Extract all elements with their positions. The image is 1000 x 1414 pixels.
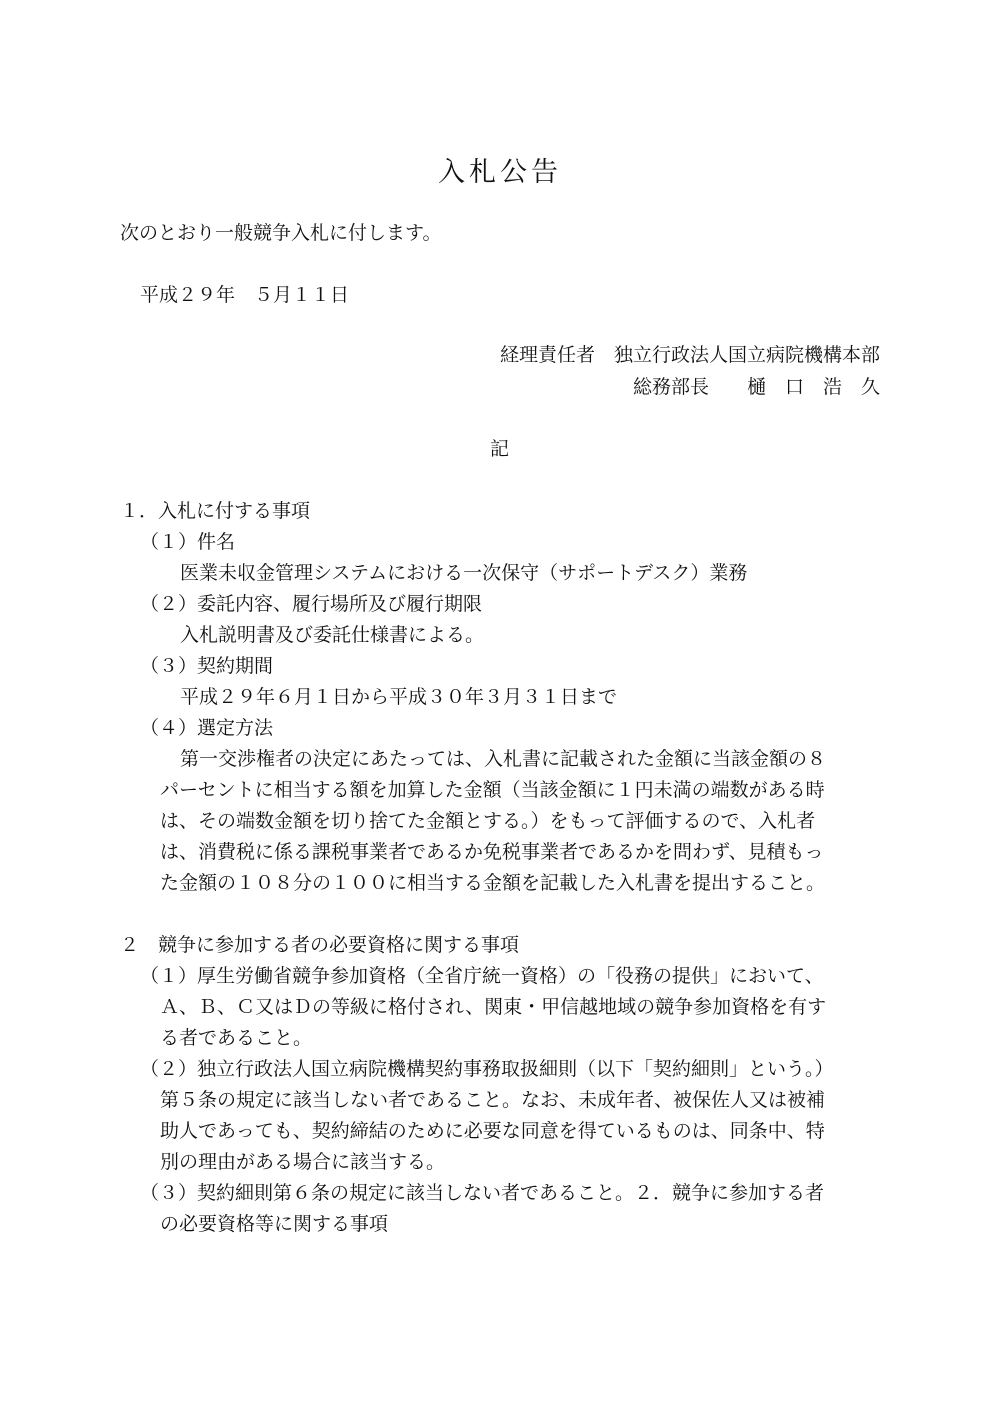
section-1-heading: １．入札に付する事項 [120, 500, 311, 522]
section-1-item-2-text: 入札説明書及び委託仕様書による。 [180, 624, 485, 646]
notice-date: 平成２９年 ５月１１日 [140, 284, 350, 306]
ki-marker: 記 [490, 438, 510, 460]
paragraph-line: 第一交渉権者の決定にあたっては、入札書に記載された金額に当該金額の８ [180, 748, 827, 770]
paragraph-line: （３）契約細則第６条の規定に該当しない者であること。２．競争に参加する者 [140, 1182, 825, 1204]
section-1-item-1-text: 医業未収金管理システムにおける一次保守（サポートデスク）業務 [180, 562, 748, 584]
paragraph-line: る者であること。 [160, 1027, 313, 1049]
issuer-line-2: 総務部長 樋 口 浩 久 [632, 376, 880, 398]
paragraph-line: は、消費税に係る課税事業者であるか免税事業者であるかを問わず、見積もっ [160, 841, 824, 863]
document-title: 入札公告 [438, 157, 562, 188]
intro-text: 次のとおり一般競争入札に付します。 [120, 222, 442, 244]
paragraph-line: パーセントに相当する額を加算した金額（当該金額に１円未満の端数がある時 [160, 779, 825, 801]
section-1-item-4-label: （４）選定方法 [140, 717, 274, 739]
issuer-line-1: 経理責任者 独立行政法人国立病院機構本部 [499, 344, 880, 366]
paragraph-line: は、その端数金額を切り捨てた金額とする。）をもって評価するので、入札者 [160, 810, 816, 832]
paragraph-line: 第５条の規定に該当しない者であること。なお、未成年者、被保佐人又は被補 [160, 1089, 826, 1111]
paragraph-line: た金額の１０８分の１００に相当する金額を記載した入札書を提出すること。 [160, 872, 826, 894]
section-1-item-3-label: （３）契約期間 [140, 655, 274, 677]
paragraph-line: の必要資格等に関する事項 [160, 1213, 389, 1235]
section-2-heading: ２ 競争に参加する者の必要資格に関する事項 [120, 934, 520, 956]
paragraph-line: （１）厚生労働省競争参加資格（全省庁統一資格）の「役務の提供」において、 [140, 965, 824, 987]
paragraph-line: Ａ、Ｂ、Ｃ又はＤの等級に格付され、関東・甲信越地域の競争参加資格を有す [160, 996, 827, 1018]
paragraph-line: 助人であっても、契約締結のために必要な同意を得ているものは、同条中、特 [160, 1120, 825, 1142]
paragraph-line: 別の理由がある場合に該当する。 [160, 1151, 446, 1173]
section-1-item-2-label: （２）委託内容、履行場所及び履行期限 [140, 593, 483, 615]
paragraph-line: （２）独立行政法人国立病院機構契約事務取扱細則（以下「契約細則」という。） [140, 1058, 834, 1080]
section-1-item-1-label: （１）件名 [140, 531, 236, 553]
section-1-item-3-text: 平成２９年６月１日から平成３０年３月３１日まで [180, 686, 618, 708]
